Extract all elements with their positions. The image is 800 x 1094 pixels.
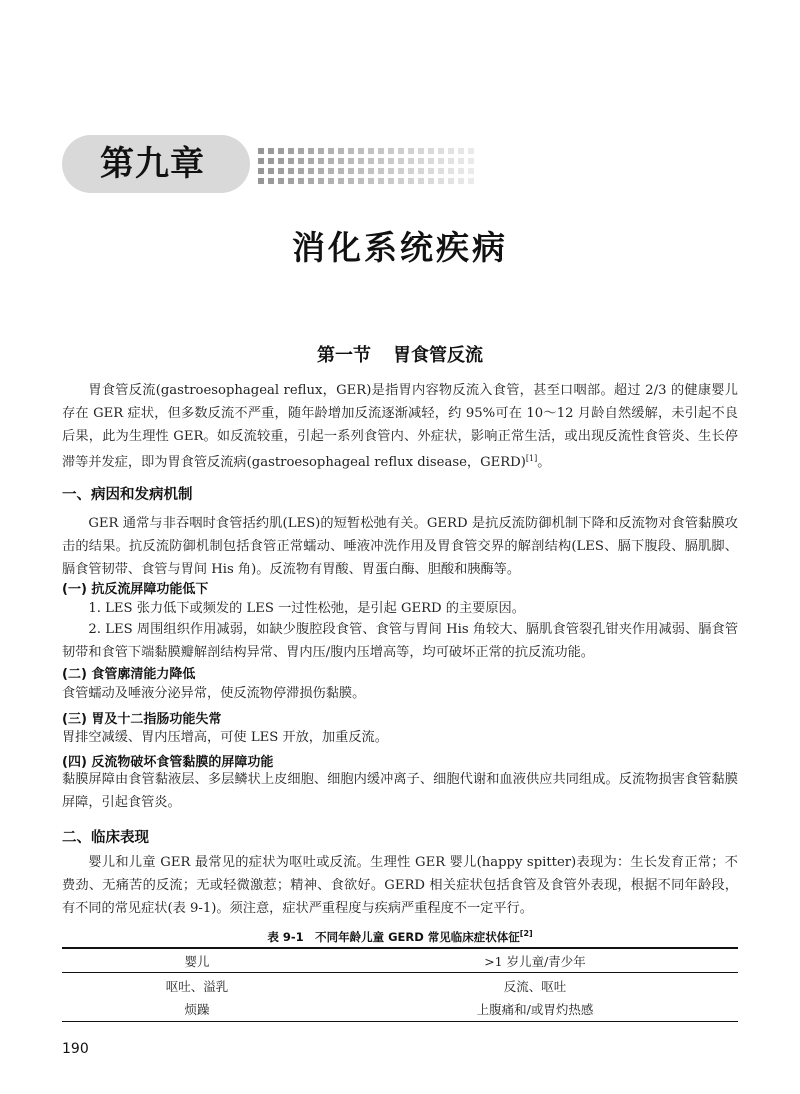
item-les-tension: 1. LES 张力低下或频发的 LES 一过性松弛，是引起 GERD 的主要原因。 — [88, 601, 525, 616]
decorative-dot — [388, 158, 394, 164]
table-caption-text: 表 9-1 不同年龄儿童 GERD 常见临床症状体征 — [267, 930, 520, 944]
decorative-dot — [338, 178, 344, 184]
subheading-mucosal-barrier: (四) 反流物破坏食管黏膜的屏障功能 — [62, 755, 274, 770]
decorative-dot — [328, 178, 334, 184]
decorative-dot — [268, 168, 274, 174]
table-cell: 呕吐、溢乳 — [165, 979, 229, 994]
decorative-dot — [338, 148, 344, 154]
decorative-dot — [358, 168, 364, 174]
decorative-dot — [448, 158, 454, 164]
table-cell: 反流、呕吐 — [503, 979, 567, 994]
decorative-dot — [368, 158, 374, 164]
decorative-dot — [298, 148, 304, 154]
decorative-dot — [258, 178, 264, 184]
intro-paragraph — [62, 380, 738, 475]
decorative-dot — [418, 168, 424, 174]
decorative-dot — [318, 148, 324, 154]
decorative-dot — [318, 158, 324, 164]
decorative-dot — [438, 178, 444, 184]
table-cell: 烦躁 — [184, 1002, 210, 1017]
decorative-dot — [428, 168, 434, 174]
table-caption — [0, 929, 800, 945]
section-title — [0, 341, 800, 367]
table-caption-reference: [2] — [519, 929, 533, 938]
decorative-dot — [458, 168, 464, 174]
decorative-dot — [468, 158, 474, 164]
decorative-dot — [328, 168, 334, 174]
decorative-dot — [278, 178, 284, 184]
decorative-dot — [368, 148, 374, 154]
decorative-dot — [428, 148, 434, 154]
decorative-dot — [288, 148, 294, 154]
decorative-dot — [348, 168, 354, 174]
table-header-child: >1 岁儿童/青少年 — [484, 954, 586, 969]
decorative-dot — [278, 158, 284, 164]
subheading-esophageal-clearance: (二) 食管廓清能力降低 — [62, 667, 196, 682]
decorative-dot — [308, 168, 314, 174]
page-number: 190 — [62, 1041, 89, 1057]
decorative-dot-pattern — [258, 148, 478, 190]
decorative-dot — [308, 148, 314, 154]
decorative-dot — [258, 158, 264, 164]
decorative-dot — [448, 178, 454, 184]
heading-clinical: 二、临床表现 — [62, 830, 149, 846]
decorative-dot — [308, 178, 314, 184]
decorative-dot — [298, 168, 304, 174]
decorative-dot — [468, 178, 474, 184]
subheading-gastric-dysfunction: (三) 胃及十二指肠功能失常 — [62, 712, 222, 727]
decorative-dot — [258, 148, 264, 154]
table-top-rule — [62, 947, 738, 949]
decorative-dot — [348, 148, 354, 154]
chapter-label: 第九章 — [100, 144, 205, 184]
decorative-dot — [338, 168, 344, 174]
intro-text: 胃食管反流(gastroesophageal reflux，GER)是指胃内容物反流入食管，甚至口咽部。超过 2/3 的健康婴儿存在 GER 症状，但多数反流不严重，随年龄增加反流逐渐减轻，约 95%可在 10～12 月龄自然缓解，未引起不良后果，此为生理性 GER。如反流较重，引起一系列食管内、外症状，影响正常生活，或出现反流性食管炎、生长停滞等并发症，即为胃食管反流病(gastroesophageal reflux disease，GERD) — [62, 383, 738, 471]
decorative-dot — [358, 148, 364, 154]
table-header-rule — [62, 972, 738, 973]
decorative-dot — [438, 158, 444, 164]
decorative-dot — [268, 148, 274, 154]
decorative-dot — [388, 178, 394, 184]
decorative-dot — [318, 168, 324, 174]
decorative-dot — [348, 158, 354, 164]
decorative-dot — [388, 148, 394, 154]
decorative-dot — [328, 148, 334, 154]
decorative-dot — [468, 148, 474, 154]
decorative-dot — [408, 148, 414, 154]
decorative-dot — [428, 158, 434, 164]
decorative-dot — [258, 168, 264, 174]
decorative-dot — [378, 168, 384, 174]
table-cell: 上腹痛和/或胃灼热感 — [476, 1002, 594, 1017]
decorative-dot — [278, 148, 284, 154]
decorative-dot — [358, 158, 364, 164]
decorative-dot — [418, 148, 424, 154]
decorative-dot — [368, 178, 374, 184]
decorative-dot — [458, 178, 464, 184]
decorative-dot — [328, 158, 334, 164]
chapter-title: 消化系统疾病 — [292, 228, 508, 267]
decorative-dot — [378, 148, 384, 154]
heading-etiology: 一、病因和发病机制 — [62, 487, 193, 503]
intro-end: 。 — [537, 455, 551, 471]
decorative-dot — [428, 178, 434, 184]
decorative-dot — [408, 178, 414, 184]
decorative-dot — [468, 168, 474, 174]
item-les-surrounding: 2. LES 周围组织作用减弱，如缺少腹腔段食管、食管与胃间 His 角较大、膈肌食管裂孔钳夹作用减弱、膈食管韧带和食管下端黏膜瓣解剖结构异常、胃内压/腹内压增高等，均可破坏正常的抗反流功能。 — [62, 622, 738, 660]
decorative-dot — [448, 168, 454, 174]
decorative-dot — [398, 158, 404, 164]
etiology-paragraph: GER 通常与非吞咽时食管括约肌(LES)的短暂松弛有关。GERD 是抗反流防御机制下降和反流物对食管黏膜攻击的结果。抗反流防御机制包括食管正常蠕动、唾液冲洗作用及胃食管交界的解剖结构(LES、膈下腹段、膈肌脚、膈食管韧带、食管与胃间 His 角)。反流物有胃酸、胃蛋白酶、胆酸和胰酶等。 — [62, 516, 738, 577]
esophageal-clearance-text: 食管蠕动及唾液分泌异常，使反流物停滞损伤黏膜。 — [62, 686, 366, 701]
decorative-dot — [438, 168, 444, 174]
decorative-dot — [398, 168, 404, 174]
decorative-dot — [338, 158, 344, 164]
decorative-dot — [298, 178, 304, 184]
gastric-dysfunction-text: 胃排空减缓、胃内压增高，可使 LES 开放，加重反流。 — [62, 730, 388, 745]
decorative-dot — [388, 168, 394, 174]
decorative-dot — [268, 178, 274, 184]
decorative-dot — [358, 178, 364, 184]
decorative-dot — [398, 178, 404, 184]
decorative-dot — [378, 158, 384, 164]
decorative-dot — [308, 158, 314, 164]
decorative-dot — [268, 158, 274, 164]
table-bottom-rule — [62, 1021, 738, 1022]
decorative-dot — [418, 158, 424, 164]
decorative-dot — [408, 158, 414, 164]
table-header-infant: 婴儿 — [184, 954, 210, 969]
mucosal-barrier-text: 黏膜屏障由食管黏液层、多层鳞状上皮细胞、细胞内缓冲离子、细胞代谢和血液供应共同组成。反流物损害食管黏膜屏障，引起食管炎。 — [62, 772, 738, 810]
subheading-anti-reflux-barrier: (一) 抗反流屏障功能低下 — [62, 582, 209, 597]
decorative-dot — [278, 168, 284, 174]
decorative-dot — [318, 178, 324, 184]
decorative-dot — [458, 158, 464, 164]
decorative-dot — [288, 178, 294, 184]
decorative-dot — [288, 158, 294, 164]
decorative-dot — [348, 178, 354, 184]
decorative-dot — [298, 158, 304, 164]
section-number: 第一节 — [317, 345, 371, 366]
decorative-dot — [378, 178, 384, 184]
decorative-dot — [398, 148, 404, 154]
decorative-dot — [418, 178, 424, 184]
section-name: 胃食管反流 — [393, 345, 483, 366]
decorative-dot — [408, 168, 414, 174]
clinical-paragraph: 婴儿和儿童 GER 最常见的症状为呕吐或反流。生理性 GER 婴儿(happy spitter)表现为：生长发育正常；不费劲、无痛苦的反流；无或轻微激惹；精神、食欲好。GERD 相关症状包括食管及食管外表现，根据不同年龄段，有不同的常见症状(表 9-1)。须注意，症状严重程度与疾病严重程度不一定平行。 — [62, 855, 738, 916]
decorative-dot — [438, 148, 444, 154]
intro-reference: [1] — [525, 454, 538, 464]
decorative-dot — [368, 168, 374, 174]
decorative-dot — [288, 168, 294, 174]
decorative-dot — [458, 148, 464, 154]
decorative-dot — [448, 148, 454, 154]
